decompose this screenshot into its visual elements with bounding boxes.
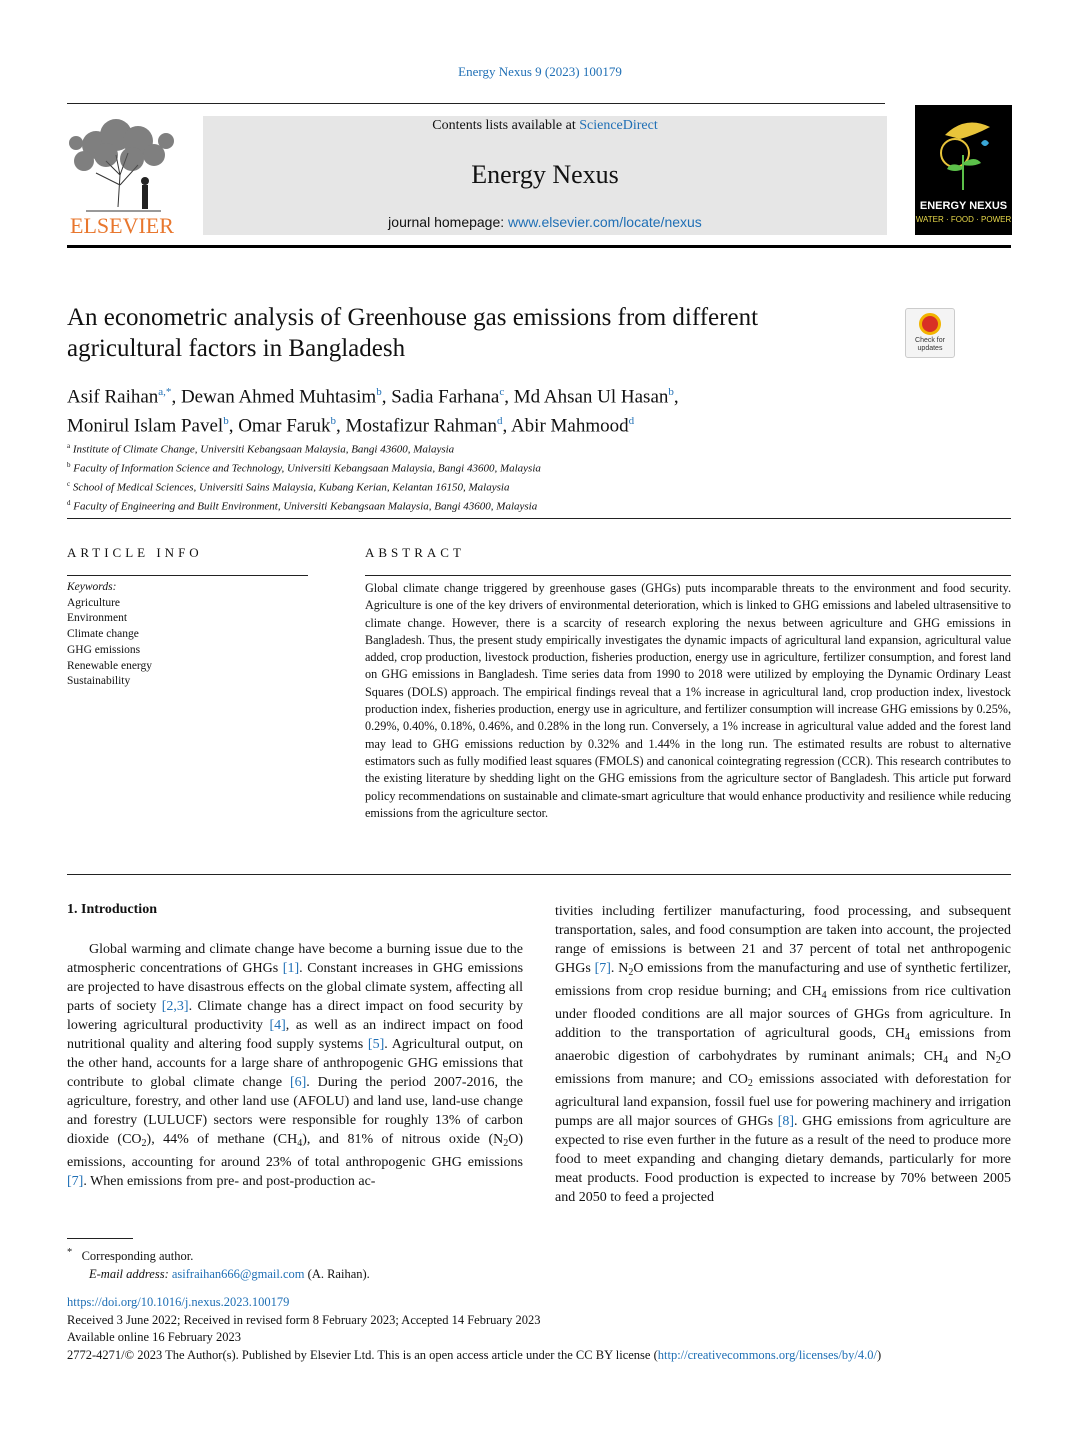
contents-line bbox=[203, 118, 887, 134]
crossmark-icon bbox=[919, 313, 941, 335]
citation-link[interactable]: [6] bbox=[289, 1075, 307, 1090]
corresponding-label: Corresponding author. bbox=[81, 1249, 194, 1264]
author-affiliation-mark[interactable]: b bbox=[223, 415, 229, 428]
affiliation-item bbox=[67, 458, 1011, 477]
subscript: 4 bbox=[297, 1138, 303, 1149]
citation-link[interactable]: [2,3] bbox=[161, 999, 189, 1014]
author-name: Dewan Ahmed Muhtasim bbox=[180, 386, 377, 408]
article-title: An econometric analysis of Greenhouse gas emissions from different agricultural factors in Bangladesh bbox=[67, 304, 759, 362]
journal-banner bbox=[203, 116, 887, 235]
body-text: . Agricultural output, on the other hand, accounts for a large share of anthropogenic GHG emissions that contribute to global climate change bbox=[67, 1037, 523, 1090]
body-text: , as well as an indirect impact on food nutritional quality and altering food supply systems bbox=[67, 1018, 523, 1052]
journal-reference[interactable]: Energy Nexus 9 (2023) 100179 bbox=[458, 64, 622, 79]
abstract-bottom-rule bbox=[67, 874, 1011, 875]
keyword-item: GHG emissions bbox=[67, 643, 141, 656]
elsevier-logo bbox=[66, 115, 178, 237]
affiliation-mark: d bbox=[67, 499, 71, 508]
author-separator: , bbox=[171, 386, 181, 408]
keyword-item: Sustainability bbox=[67, 675, 131, 688]
affiliation-item bbox=[67, 496, 1011, 515]
body-text: . N bbox=[610, 961, 629, 976]
citation-link[interactable]: [7] bbox=[594, 961, 611, 976]
cover-title: ENERGY NEXUS bbox=[919, 200, 1008, 212]
author-name: Monirul Islam Pavel bbox=[67, 415, 224, 437]
cover-plant-icon bbox=[915, 105, 1012, 195]
citation-link[interactable]: [8] bbox=[777, 1114, 795, 1129]
affiliation-item bbox=[67, 439, 1011, 458]
affiliation-text: School of Medical Sciences, Universiti Sains Malaysia, Kubang Kerian, Kelantan 16150, Malaysia bbox=[70, 481, 510, 494]
author-name: Sadia Farhana bbox=[391, 386, 500, 408]
body-text: emissions from rice cultivation under flooded conditions are all major sources of GHGs from agriculture. In addition to the transportation of agricultural goods, CH bbox=[555, 984, 1011, 1041]
email-line bbox=[67, 1265, 567, 1283]
subscript: 4 bbox=[943, 1055, 949, 1066]
body-text: ), and 81% of nitrous oxide (N bbox=[302, 1132, 504, 1147]
subscript: 2 bbox=[503, 1138, 509, 1149]
email-label: E-mail address: bbox=[89, 1267, 172, 1282]
author-separator: , bbox=[336, 415, 346, 437]
body-text: . GHG emissions from agriculture are expected to rise even further in the future as a result of the need to produce more food to meet expanding and changing dietary demands, particularly for more meat products. Food production is expected to increase by 70% between 2005 and 2050 to feed a projected bbox=[555, 1114, 1011, 1205]
footnote-rule bbox=[67, 1238, 133, 1239]
keyword-item: Environment bbox=[67, 612, 128, 625]
keyword-item: Renewable energy bbox=[67, 659, 153, 672]
body-text: . During the period 2007-2016, the agriculture, forestry, and other land use (AFOLU) and land use, land-use change and forestry (LULUCF) sectors were responsible for roughly 13% of carbon dioxide (CO bbox=[67, 1075, 524, 1147]
affiliation-mark: b bbox=[67, 461, 71, 470]
article-info-rule bbox=[67, 575, 308, 576]
body-text: ), 44% of methane (CH bbox=[146, 1132, 298, 1147]
footnote bbox=[67, 1244, 567, 1283]
header-thick-divider bbox=[67, 245, 1011, 248]
cover-subtitle: WATER · FOOD · POWER bbox=[915, 215, 1012, 224]
author-name: Asif Raihan bbox=[67, 386, 159, 408]
intro-left-column bbox=[67, 940, 523, 1191]
check-updates-label: Check for updates bbox=[915, 337, 945, 352]
license-suffix: ) bbox=[876, 1347, 882, 1362]
doi-link[interactable]: https://doi.org/10.1016/j.nexus.2023.100179 bbox=[67, 1295, 290, 1309]
license-line bbox=[67, 1347, 1017, 1365]
affiliation-list bbox=[67, 439, 1011, 516]
subscript: 2 bbox=[141, 1138, 147, 1149]
subscript: 4 bbox=[904, 1032, 910, 1043]
body-text: tivities including fertilizer manufacturing, food processing, and subsequent transportation, sales, and food consumption are taken into account, the projected range of emissions is between 21 and 37 percent of total net anthropogenic GHGs bbox=[555, 904, 1011, 976]
abstract-text: Global climate change triggered by greenhouse gases (GHGs) puts incomparable threats to the environment and food security. Agriculture is one of the key drivers of environmental deterioration, which is linked to GHG emissions and labeled ultrasensitive to climate change. However, there is a scarcity of research exploring the nexus between agriculture and GHG emissions in Bangladesh. Thus, the present study empirically investigates the dynamic impacts of agricultural land expansion, agricultural value added, crop production, livestock production, fisheries production, energy use in agriculture, fertilizer consumption, and forest land on GHG emissions in Bangladesh. Time series data from 1990 to 2018 were utilized by employing the Dynamic Ordinary Least Squares (DOLS) approach. The empirical findings reveal that a 1% increase in agricultural land, crop production index, livestock production index, fisheries production, energy use in agriculture, and fertilizer consumption will increase GHG emissions by 0.25%, 0.29%, 0.40%, 0.18%, 0.46%, and 0.28% in the long run. Conversely, a 1% increase in agricultural value added and the forest land may lead to GHG emissions reduction by 0.32% and 1.44% in the long run. The estimated results are robust to alternative estimators such as fully modified least squares (FMOLS) and canonical cointegrating regression (CCR). This research contributes to the existing literature by shedding light on the GHG emissions from the agriculture sector of Bangladesh. This article put forward policy recommendations on sustainable and climate-smart agriculture that would enhance productivity and resilience while reducing emissions from the agriculture sector. bbox=[365, 581, 1011, 820]
body-text: emissions associated with deforestation for agricultural land expansion, fossil fuel use for powering machinery and irrigation pumps are all major sources of GHGs bbox=[555, 1072, 1011, 1129]
keywords-block bbox=[67, 580, 307, 690]
author-name: Omar Faruk bbox=[238, 415, 331, 437]
author-name: Mostafizur Rahman bbox=[345, 415, 497, 437]
body-text: . Climate change has a direct impact on food security by lowering agricultural productivity bbox=[67, 999, 523, 1033]
keywords-label: Keywords: bbox=[67, 581, 117, 593]
header-divider bbox=[67, 103, 885, 104]
author-name: Abir Mahmood bbox=[510, 415, 629, 437]
email-suffix: (A. Raihan). bbox=[304, 1267, 370, 1282]
affiliation-text: Faculty of Engineering and Built Environment, Universiti Kebangsaan Malaysia, Bangi 43600, Malaysia bbox=[70, 501, 538, 514]
author-affiliation-mark[interactable]: a,* bbox=[158, 386, 172, 398]
keywords-list bbox=[67, 596, 307, 690]
elsevier-wordmark: ELSEVIER bbox=[70, 213, 174, 237]
author-separator: , bbox=[381, 386, 392, 408]
body-text: . Constant increases in GHG emissions are projected to have disastrous effects on the global climate system, affecting all parts of society bbox=[67, 961, 524, 1014]
affiliation-text: Institute of Climate Change, Universiti Kebangsaan Malaysia, Bangi 43600, Malaysia bbox=[70, 443, 455, 456]
author-separator: , bbox=[502, 415, 511, 437]
homepage-line bbox=[203, 214, 887, 230]
author-list bbox=[67, 380, 1011, 439]
publication-info bbox=[67, 1294, 1017, 1364]
author-affiliation-mark[interactable]: d bbox=[496, 415, 503, 428]
author-separator: , bbox=[504, 386, 514, 408]
affiliation-text: Faculty of Information Science and Technology, Universiti Kebangsaan Malaysia, Bangi 43600, Malaysia bbox=[70, 462, 541, 475]
intro-right-column bbox=[555, 902, 1011, 1207]
journal-cover[interactable] bbox=[915, 105, 1012, 235]
citation-link[interactable]: [5] bbox=[367, 1037, 385, 1052]
sciencedirect-link[interactable]: ScienceDirect bbox=[579, 118, 658, 133]
license-link[interactable]: http://creativecommons.org/licenses/by/4.0/ bbox=[657, 1347, 877, 1362]
body-text: emissions from anaerobic digestion of carbohydrates by ruminant animals; CH bbox=[555, 1026, 1011, 1064]
corresponding-line bbox=[67, 1244, 567, 1265]
body-text: Global warming and climate change have become a burning issue due to the atmospheric concentrations of GHGs bbox=[67, 942, 523, 976]
received-dates: Received 3 June 2022; Received in revised form 8 February 2023; Accepted 14 February 2023 bbox=[67, 1312, 541, 1327]
affiliation-mark: c bbox=[67, 480, 71, 489]
citation-link[interactable]: [1] bbox=[282, 961, 300, 976]
article-info-heading: ARTICLE INFO bbox=[67, 545, 203, 560]
section-divider bbox=[67, 518, 1011, 519]
author-separator: , bbox=[673, 386, 679, 408]
homepage-prefix: journal homepage: bbox=[388, 214, 509, 230]
license-prefix: 2772-4271/© 2023 The Author(s). Published by Elsevier Ltd. This is an open access article under the CC BY license ( bbox=[67, 1347, 658, 1362]
citation-link[interactable]: [4] bbox=[269, 1018, 286, 1033]
footnote-mark: * bbox=[67, 1247, 73, 1258]
introduction-heading: 1. Introduction bbox=[67, 902, 157, 917]
subscript: 4 bbox=[821, 990, 827, 1001]
available-online: Available online 16 February 2023 bbox=[67, 1330, 242, 1344]
affiliation-mark: a bbox=[67, 442, 71, 450]
keyword-item: Agriculture bbox=[67, 596, 121, 609]
body-text: O emissions from the manufacturing and use of synthetic fertilizer, emissions from crop residue burning; and CH bbox=[555, 961, 1011, 999]
affiliation-item bbox=[67, 477, 1011, 496]
author-affiliation-mark[interactable]: b bbox=[330, 415, 337, 428]
author-affiliation-mark[interactable]: d bbox=[628, 415, 635, 428]
author-name: Md Ahsan Ul Hasan bbox=[513, 386, 669, 408]
contents-prefix: Contents lists available at bbox=[432, 118, 580, 133]
subscript: 2 bbox=[747, 1078, 753, 1089]
journal-name: Energy Nexus bbox=[471, 160, 619, 189]
author-affiliation-mark[interactable]: b bbox=[668, 386, 674, 398]
check-for-updates-button[interactable] bbox=[905, 308, 955, 358]
email-link[interactable]: asifraihan666@gmail.com bbox=[171, 1267, 305, 1282]
subscript: 2 bbox=[995, 1055, 1001, 1066]
homepage-link[interactable]: www.elsevier.com/locate/nexus bbox=[508, 214, 702, 230]
body-text: . When emissions from pre- and post-production ac- bbox=[83, 1174, 376, 1189]
body-text: O emissions from manure; and CO bbox=[555, 1049, 1011, 1087]
body-text: O) emissions, accounting for around 23% of total anthropogenic GHG emissions bbox=[67, 1132, 523, 1170]
abstract-heading: ABSTRACT bbox=[365, 545, 465, 560]
author-affiliation-mark[interactable]: c bbox=[499, 386, 505, 398]
elsevier-tree-icon bbox=[66, 115, 178, 237]
abstract-rule bbox=[365, 575, 1011, 576]
keyword-item: Climate change bbox=[67, 628, 139, 641]
author-affiliation-mark[interactable]: b bbox=[376, 386, 382, 398]
author-separator: , bbox=[228, 415, 239, 437]
subscript: 2 bbox=[628, 967, 634, 978]
citation-link[interactable]: [7] bbox=[67, 1174, 84, 1189]
body-text: and N bbox=[948, 1049, 996, 1064]
